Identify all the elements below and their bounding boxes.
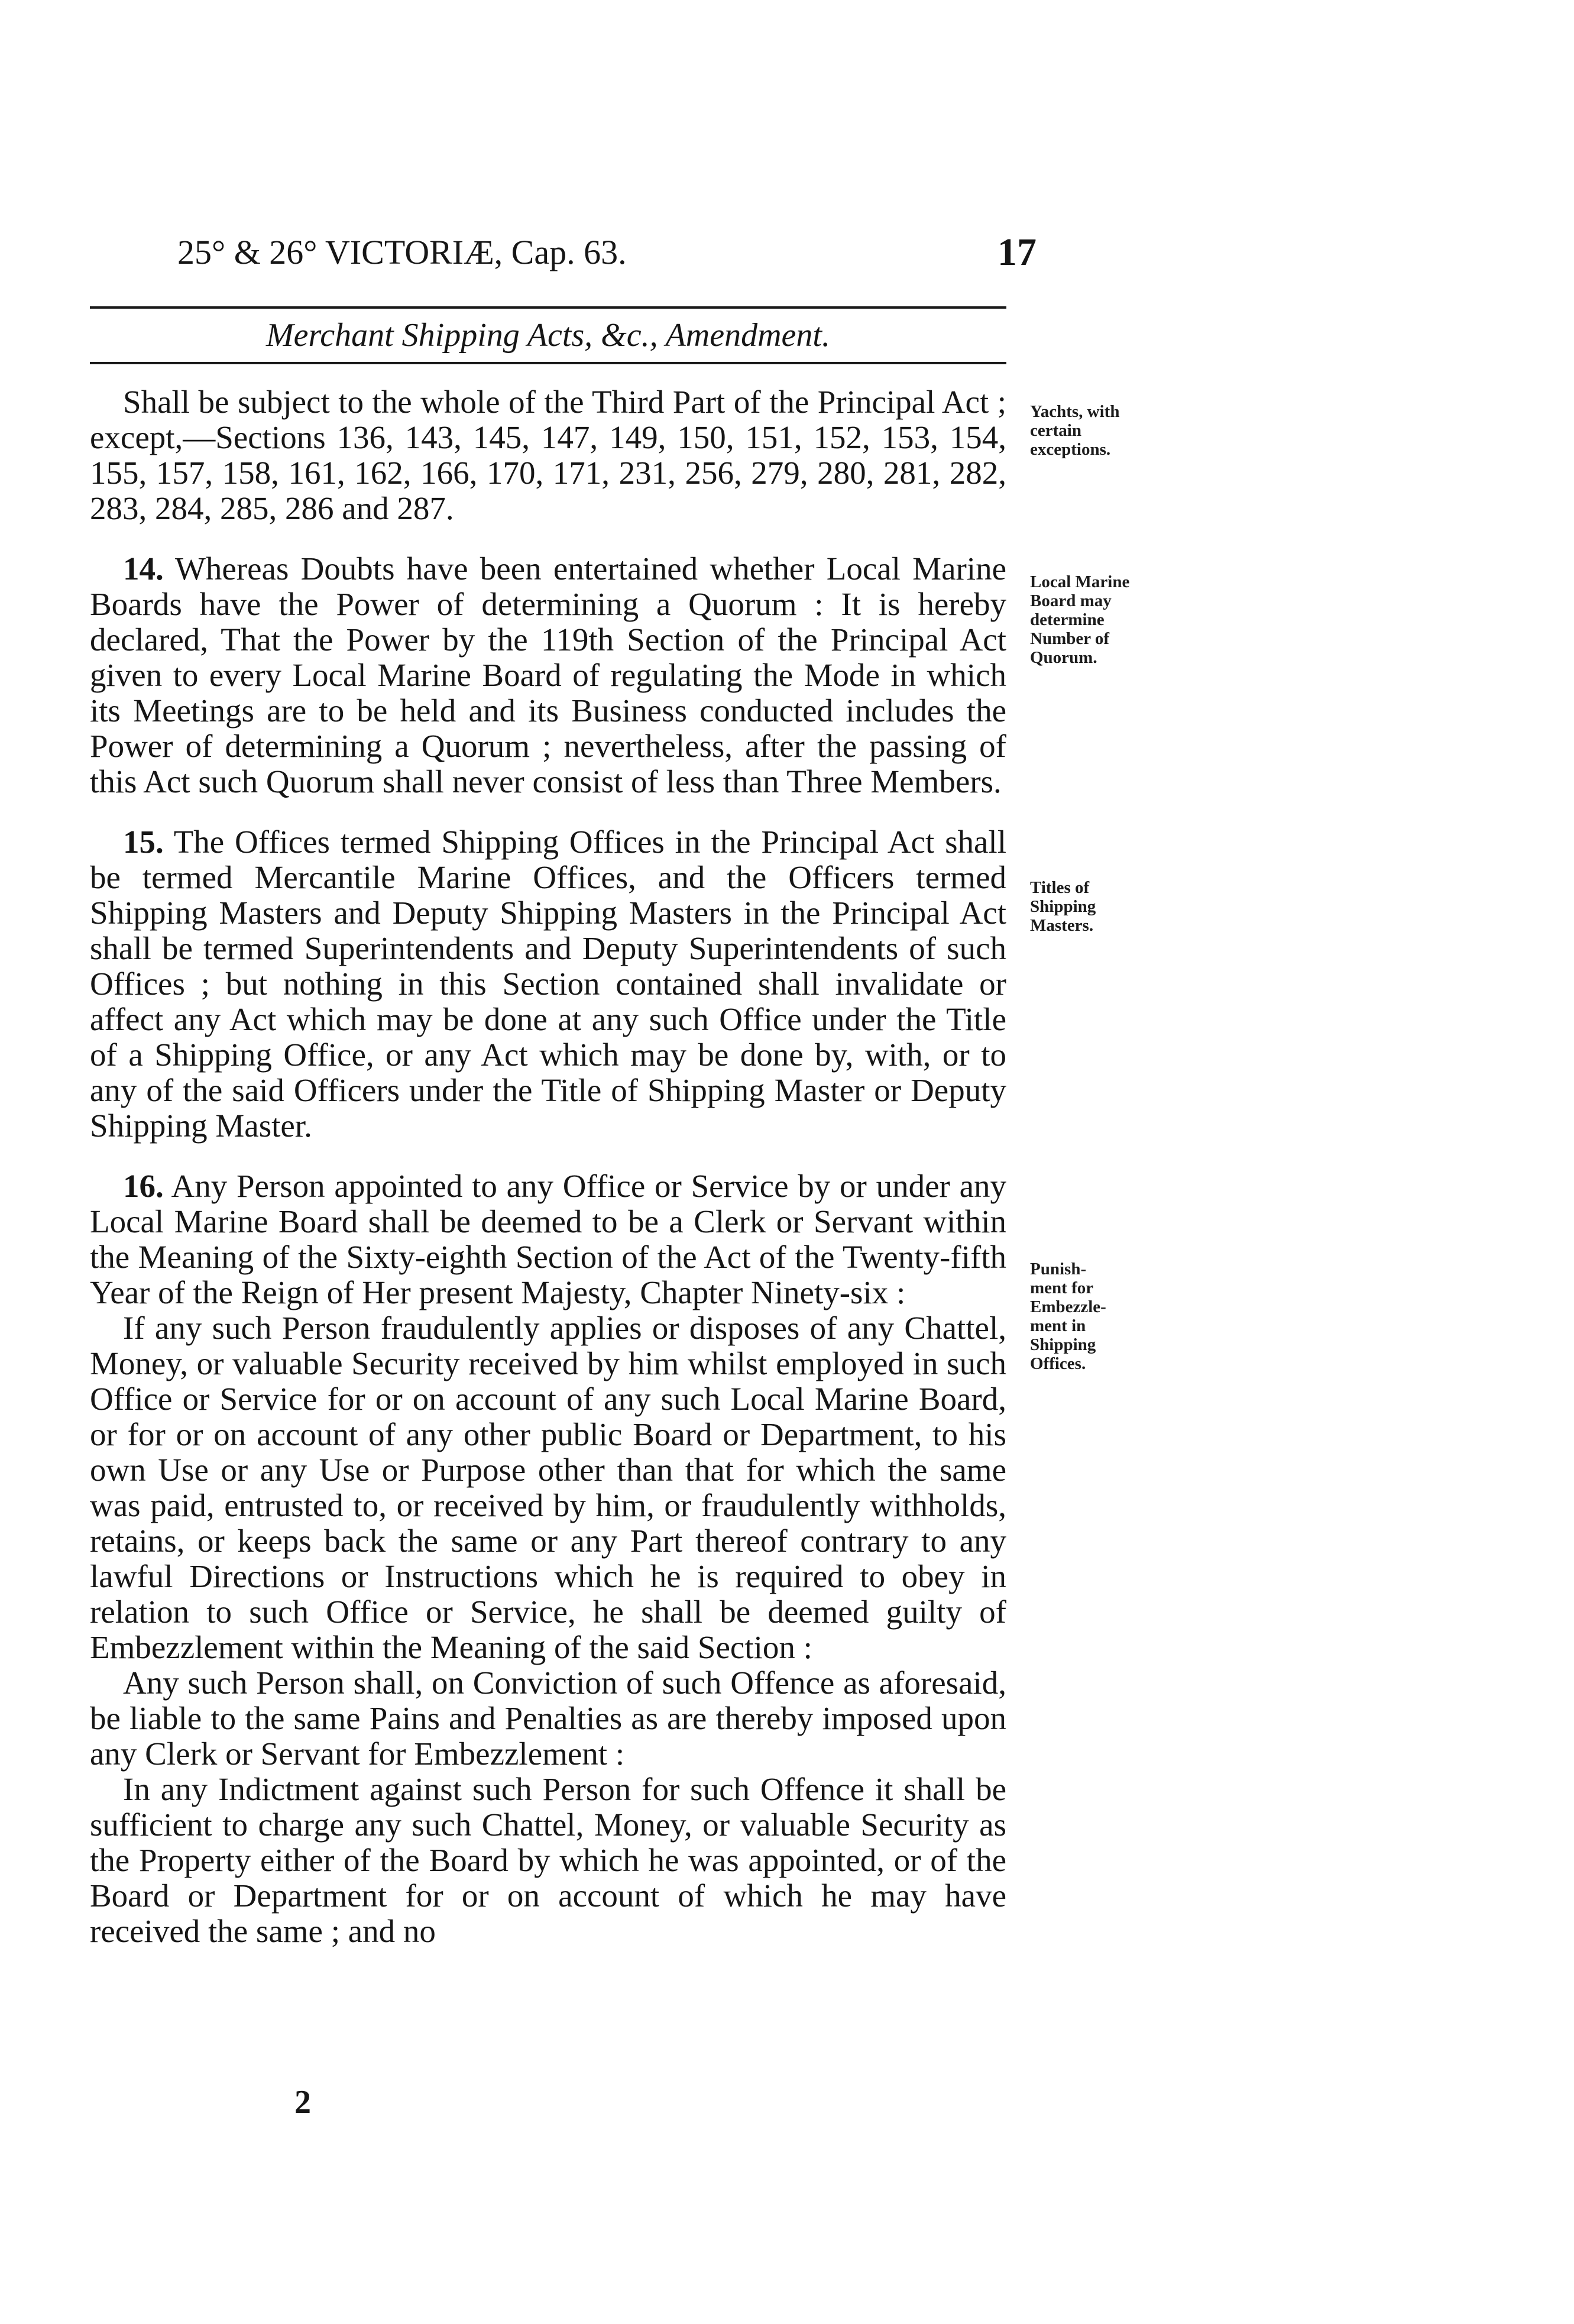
margin-note-quorum xyxy=(1030,572,1243,667)
section-16 xyxy=(90,1169,1006,1310)
margin-note-line: Board may xyxy=(1030,591,1112,610)
section-number: 16. xyxy=(123,1168,164,1204)
paragraph-text: Shall be subject to the whole of the Third Part of the Principal Act ; except,—Sections 136, 143, 145, 147, 149, 150, 151, 152, 153, 154, 155, 157, 158, 161, 162, 166, 170, 171, 231, 256, 279, 280, 281, 282, 283, 284, 285, 286 and 287. xyxy=(90,384,1006,526)
margin-note-line: Shipping xyxy=(1030,1335,1096,1354)
running-title: 25° & 26° VICTORIÆ, Cap. 63. xyxy=(177,233,627,271)
section-16-embezzlement-clause xyxy=(90,1310,1006,1665)
paragraph-text: If any such Person fraudulently applies or disposes of any Chattel, Money, or valuable Security received by him whilst employed in such Office or Service for or on account of any such Local Marine Board, or for or on account of any other public Board or Department, to his own Use or any Use or Purpose other than that for which the same was paid, entrusted to, or received by him, or fraudulently withholds, retains, or keeps back the same or any Part thereof contrary to any lawful Directions or Instructions which he is required to obey in relation to such Office or Service, he shall be deemed guilty of Embezzlement within the Meaning of the said Section : xyxy=(90,1310,1006,1665)
section-16-indictment-clause xyxy=(90,1772,1006,1949)
margin-note-line: ment for xyxy=(1030,1278,1094,1297)
section-number: 15. xyxy=(123,824,164,860)
act-subtitle: Merchant Shipping Acts, &c., Amendment. xyxy=(266,317,830,354)
margin-note-line: Titles of xyxy=(1030,878,1090,897)
margin-note-line: Yachts, with xyxy=(1030,402,1120,421)
margin-note-yachts xyxy=(1030,402,1243,459)
paragraph-text: Any such Person shall, on Conviction of such Offence as aforesaid, be liable to the same Pains and Penalties as are thereby imposed upon any Clerk or Servant for Embezzlement : xyxy=(90,1665,1006,1772)
margin-note-line: Embezzle- xyxy=(1030,1297,1106,1316)
margin-note-line: Masters. xyxy=(1030,916,1094,935)
paragraph-yachts xyxy=(90,384,1006,526)
margin-note-line: determine xyxy=(1030,610,1105,629)
header-rule-top xyxy=(90,306,1006,309)
margin-note-punishment xyxy=(1030,1260,1243,1373)
section-text: Any Person appointed to any Office or Service by or under any Local Marine Board shall be deemed to be a Clerk or Servant within the Meaning of the Sixty-eighth Section of the Act of the Twenty-fifth Year of the Reign of Her present Majesty, Chapter Ninety-six : xyxy=(90,1168,1006,1310)
paragraph-text: In any Indictment against such Person for such Offence it shall be sufficient to charge any such Chattel, Money, or valuable Security as the Property either of the Board by which he was appointed, or of the Board or Department for or on account of which he may have received the same ; and no xyxy=(90,1771,1006,1949)
page-number: 17 xyxy=(997,231,1037,274)
header-rule-bottom xyxy=(90,362,1006,364)
margin-note-line: Offices. xyxy=(1030,1354,1086,1373)
section-text: Whereas Doubts have been entertained whether Local Marine Boards have the Power of determining a Quorum : It is hereby declared, That the Power by the 119th Section of the Principal Act given to every Local Marine Board of regulating the Mode in which its Meetings are to be held and its Business conducted includes the Power of determining a Quorum ; nevertheless, after the passing of this Act such Quorum shall never consist of less than Three Members. xyxy=(90,551,1006,800)
margin-note-line: certain xyxy=(1030,421,1081,440)
section-number: 14. xyxy=(123,551,164,587)
margin-note-line: Quorum. xyxy=(1030,648,1097,667)
margin-note-line: Punish- xyxy=(1030,1260,1087,1278)
margin-note-line: Shipping xyxy=(1030,897,1096,916)
section-text: The Offices termed Shipping Offices in the Principal Act shall be termed Mercantile Marine Offices, and the Officers termed Shipping Masters and Deputy Shipping Masters in the Principal Act shall be termed Superintendents and Deputy Superintendents of such Offices ; but nothing in this Section contained shall invalidate or affect any Act which may be done at any such Office under the Title of a Shipping Office, or any Act which may be done by, with, or to any of the said Officers under the Title of Shipping Master or Deputy Shipping Master. xyxy=(90,824,1006,1144)
section-14 xyxy=(90,551,1006,800)
section-16-penalty-clause xyxy=(90,1665,1006,1772)
margin-note-line: Local Marine xyxy=(1030,572,1130,591)
body-text xyxy=(90,384,1006,1949)
margin-note-line: exceptions. xyxy=(1030,440,1111,459)
signature-mark: 2 xyxy=(294,2084,311,2121)
margin-note-line: Number of xyxy=(1030,629,1109,648)
section-15 xyxy=(90,824,1006,1144)
margin-note-titles xyxy=(1030,878,1243,935)
margin-note-line: ment in xyxy=(1030,1316,1086,1335)
